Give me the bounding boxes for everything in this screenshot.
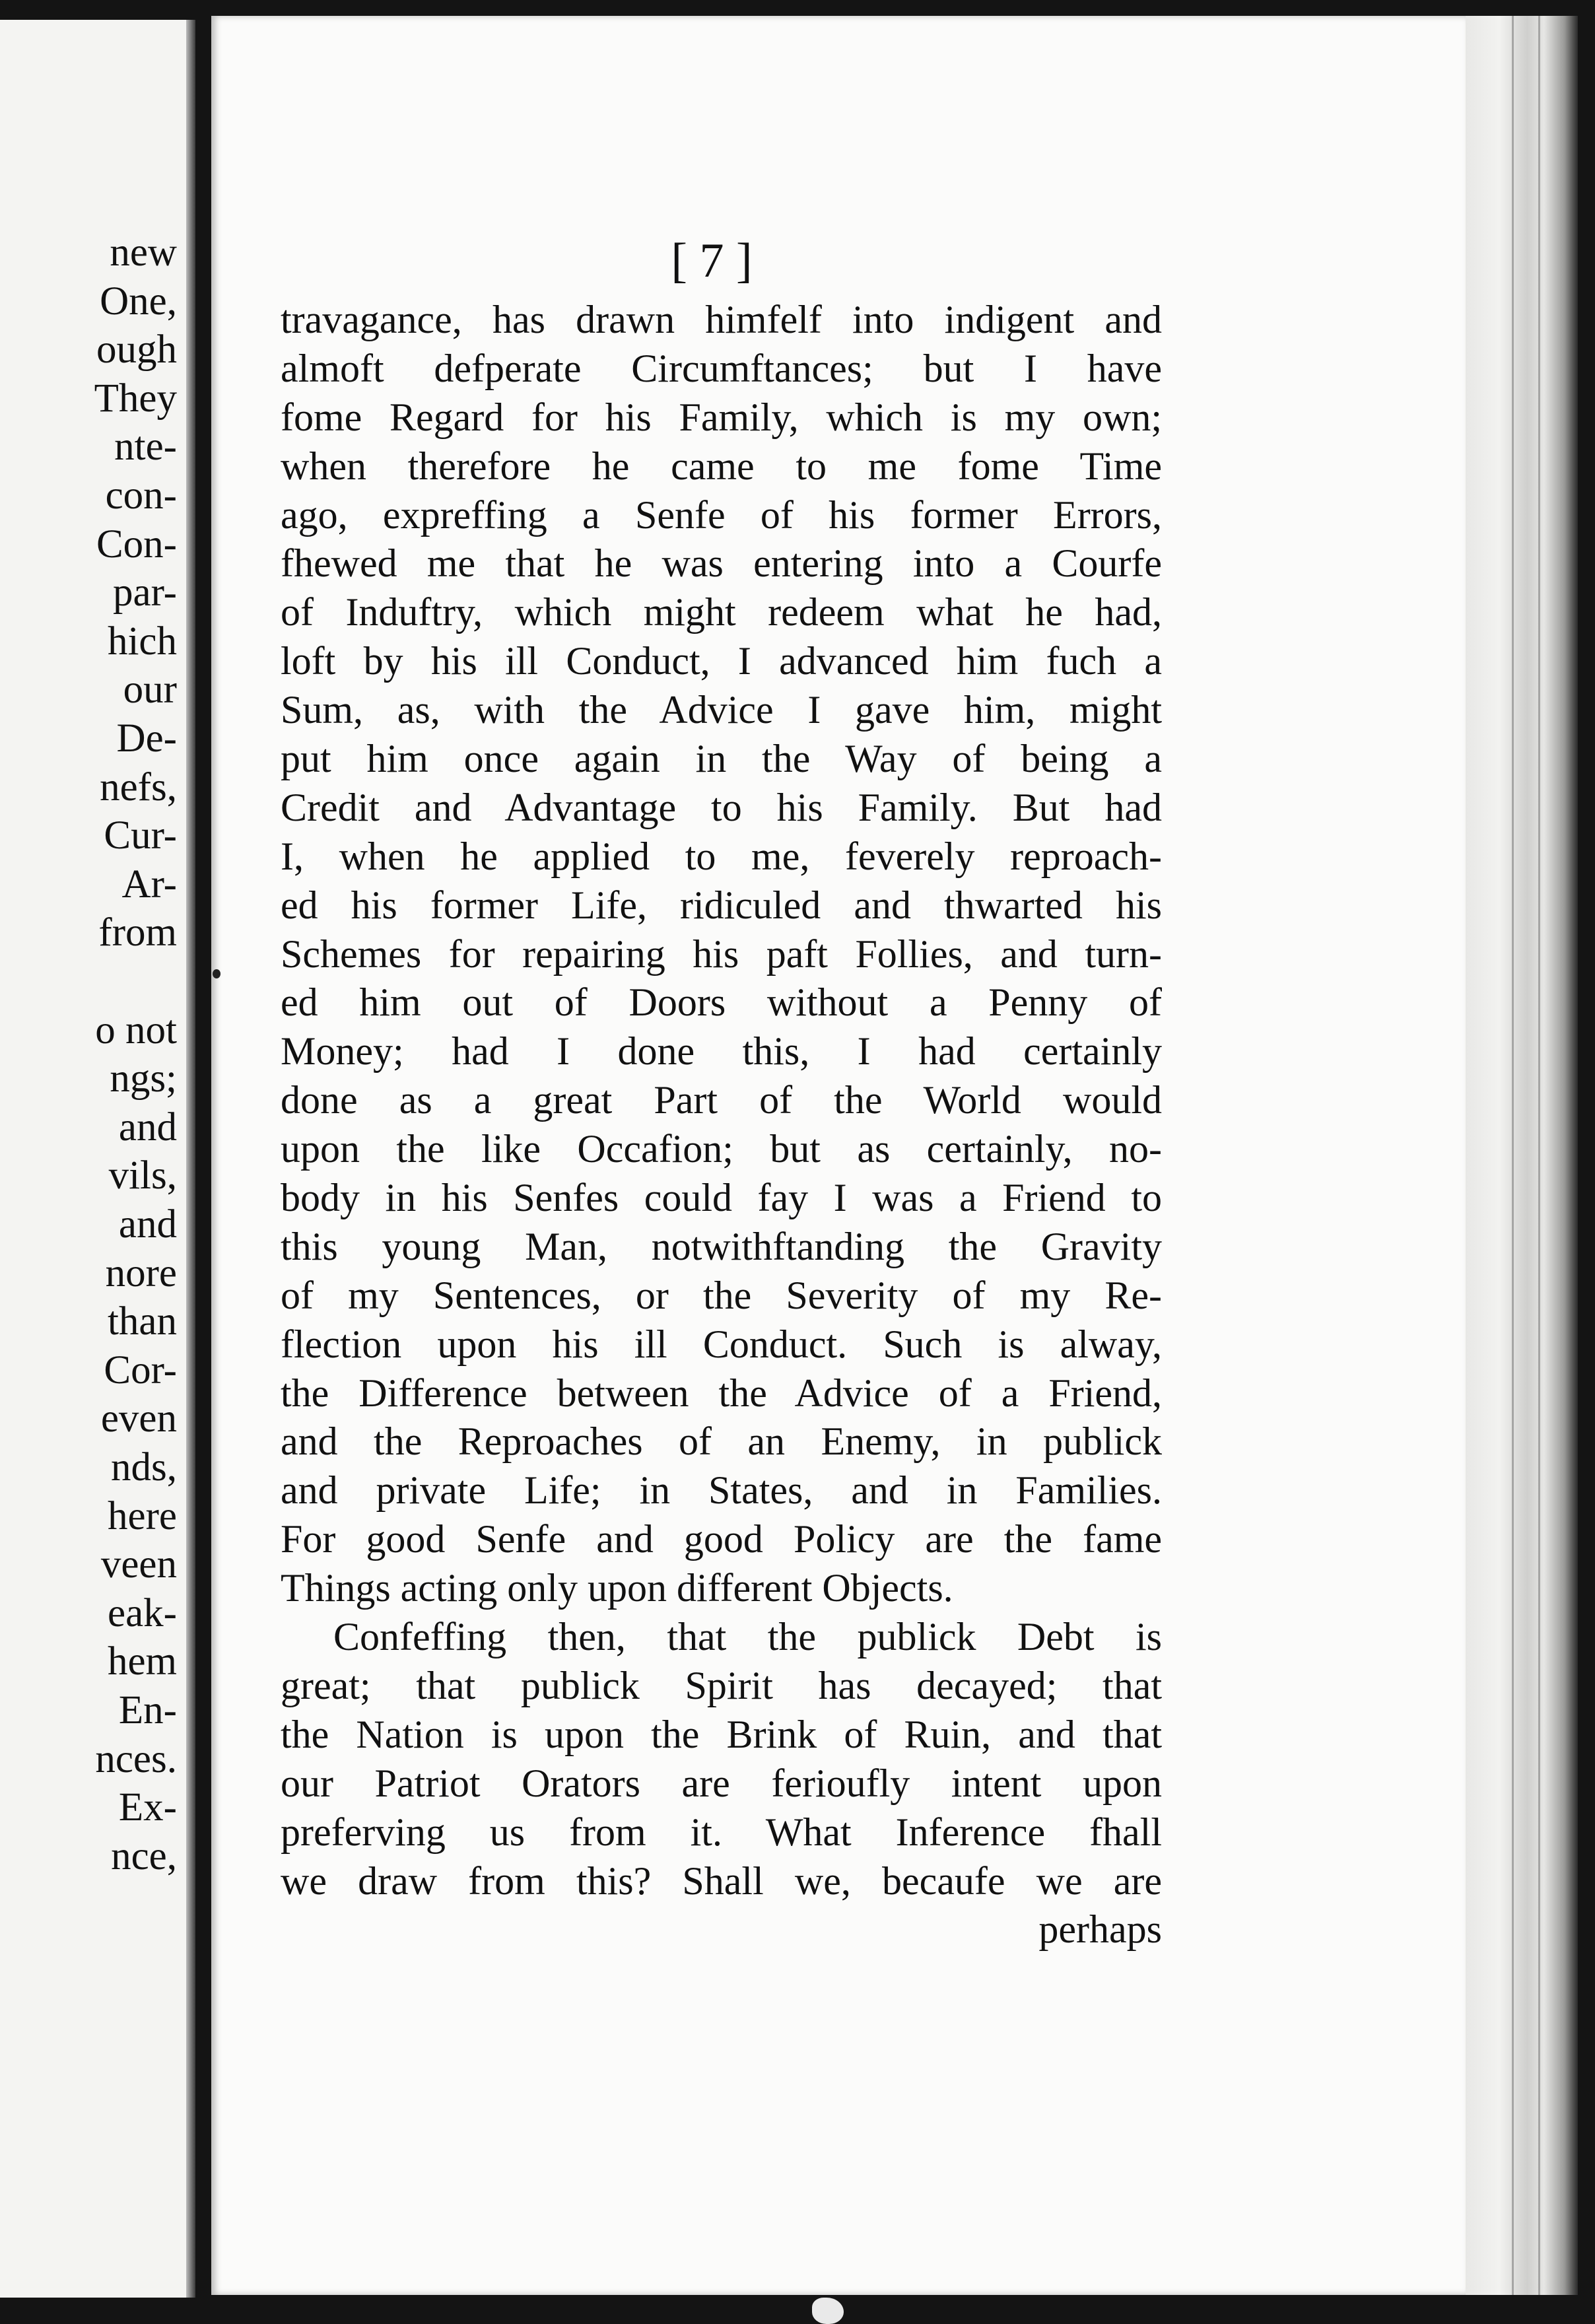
text-line: Sum, as, with the Advice I gave him, might — [281, 688, 1162, 732]
left-page-fragment: than — [107, 1299, 177, 1344]
left-page-fragment: Ex- — [118, 1785, 177, 1830]
text-line: and the Reproaches of an Enemy, in publick — [281, 1419, 1162, 1464]
text-line: preferving us from it. What Inference fhall — [281, 1810, 1162, 1854]
text-line: the Difference between the Advice of a Friend, — [281, 1371, 1162, 1415]
text-line: and private Life; in States, and in Families. — [281, 1468, 1162, 1513]
left-page-fragment: con- — [105, 473, 177, 518]
left-page-fragment: De- — [116, 716, 177, 761]
left-page-fragment: nte- — [114, 425, 177, 469]
left-page-fragment: hich — [107, 619, 177, 664]
left-page-fragment: They — [94, 376, 177, 421]
page-edge-stack — [1466, 16, 1578, 2295]
text-line: upon the like Occafion; but as certainly, no- — [281, 1127, 1162, 1171]
left-page-fragment: vils, — [108, 1153, 177, 1198]
left-page-fragment: par- — [113, 570, 177, 615]
text-line: flection upon his ill Conduct. Such is alway, — [281, 1322, 1162, 1366]
text-line: Confeffing then, that the publick Debt is — [333, 1615, 1162, 1659]
left-page-fragment: nds, — [111, 1445, 177, 1489]
text-line: fhewed me that he was entering into a Courfe — [281, 541, 1162, 586]
text-line: of my Sentences, or the Severity of my Re- — [281, 1273, 1162, 1317]
left-page-fragment: Cor- — [104, 1348, 177, 1392]
left-page-fragment: and — [118, 1105, 177, 1149]
left-page-fragment: from — [98, 910, 177, 955]
left-page-fragment: here — [108, 1493, 177, 1538]
left-page-fragment: nce, — [111, 1833, 177, 1878]
text-line: when therefore he came to me fome Time — [281, 444, 1162, 488]
left-page-fragment: new — [110, 230, 177, 275]
text-line: we draw from this? Shall we, becaufe we are — [281, 1859, 1162, 1903]
text-line: put him once again in the Way of being a — [281, 737, 1162, 781]
text-line: travagance, has drawn himfelf into indigent and — [281, 298, 1162, 341]
text-line: done as a great Part of the World would — [281, 1078, 1162, 1122]
left-page-fragment: Cur- — [104, 813, 177, 858]
left-page-fragment: Ar- — [121, 862, 177, 906]
left-page-fragment: veen — [100, 1542, 177, 1587]
text-line: Money; had I done this, I had certainly — [281, 1029, 1162, 1074]
left-facing-page — [0, 20, 195, 2298]
text-line: our Patriot Orators are ferioufly intent upon — [281, 1761, 1162, 1805]
text-line: Things acting only upon different Objects. — [281, 1566, 953, 1610]
left-page-fragment: hem — [107, 1639, 177, 1684]
text-line: I, when he applied to me, feverely reproach- — [281, 834, 1162, 878]
text-line: this young Man, notwithftanding the Gravity — [281, 1224, 1162, 1268]
text-line: Credit and Advantage to his Family. But had — [281, 785, 1162, 829]
text-line: ed him out of Doors without a Penny of — [281, 980, 1162, 1025]
page-edge-line — [1538, 16, 1540, 2295]
catchword: perhaps — [1038, 1907, 1162, 1952]
text-line: the Nation is upon the Brink of Ruin, and that — [281, 1712, 1162, 1756]
text-line: loft by his ill Conduct, I advanced him fuch a — [281, 639, 1162, 683]
left-page-fragment: ough — [96, 327, 177, 372]
left-page-fragment: eak- — [108, 1590, 177, 1635]
text-line: Schemes for repairing his paft Follies, and turn- — [281, 932, 1162, 976]
text-line: ago, expreffing a Senfe of his former Errors, — [281, 493, 1162, 537]
left-page-fragment: ngs; — [110, 1056, 177, 1101]
text-line: fome Regard for his Family, which is my own; — [281, 395, 1162, 439]
ink-speck — [213, 969, 221, 978]
text-line: almoft defperate Circumftances; but I have — [281, 346, 1162, 390]
body-text — [281, 296, 1162, 1954]
left-page-fragment: our — [123, 667, 177, 712]
page-gutter — [186, 20, 195, 2298]
left-page-fragment: even — [100, 1396, 177, 1441]
left-page-fragment: and — [118, 1202, 177, 1247]
scan-artifact — [812, 2298, 844, 2324]
left-page-fragment: nore — [105, 1250, 177, 1295]
left-page-fragment: Con- — [96, 522, 177, 566]
left-page-fragment: o not — [95, 1008, 177, 1052]
text-line: great; that publick Spirit has decayed; that — [281, 1663, 1162, 1707]
left-page-fragment: One, — [100, 279, 177, 324]
page-edge-line — [1512, 16, 1514, 2295]
left-page-fragment: nces. — [95, 1736, 177, 1781]
text-line: body in his Senfes could fay I was a Friend to — [281, 1176, 1162, 1220]
text-line: of Induftry, which might redeem what he had, — [281, 590, 1162, 634]
text-line: For good Senfe and good Policy are the fame — [281, 1517, 1162, 1561]
text-line: ed his former Life, ridiculed and thwarted his — [281, 883, 1162, 927]
page-number: [ 7 ] — [671, 234, 753, 288]
left-page-fragment: nefs, — [100, 765, 177, 809]
left-page-fragment: En- — [118, 1688, 177, 1732]
